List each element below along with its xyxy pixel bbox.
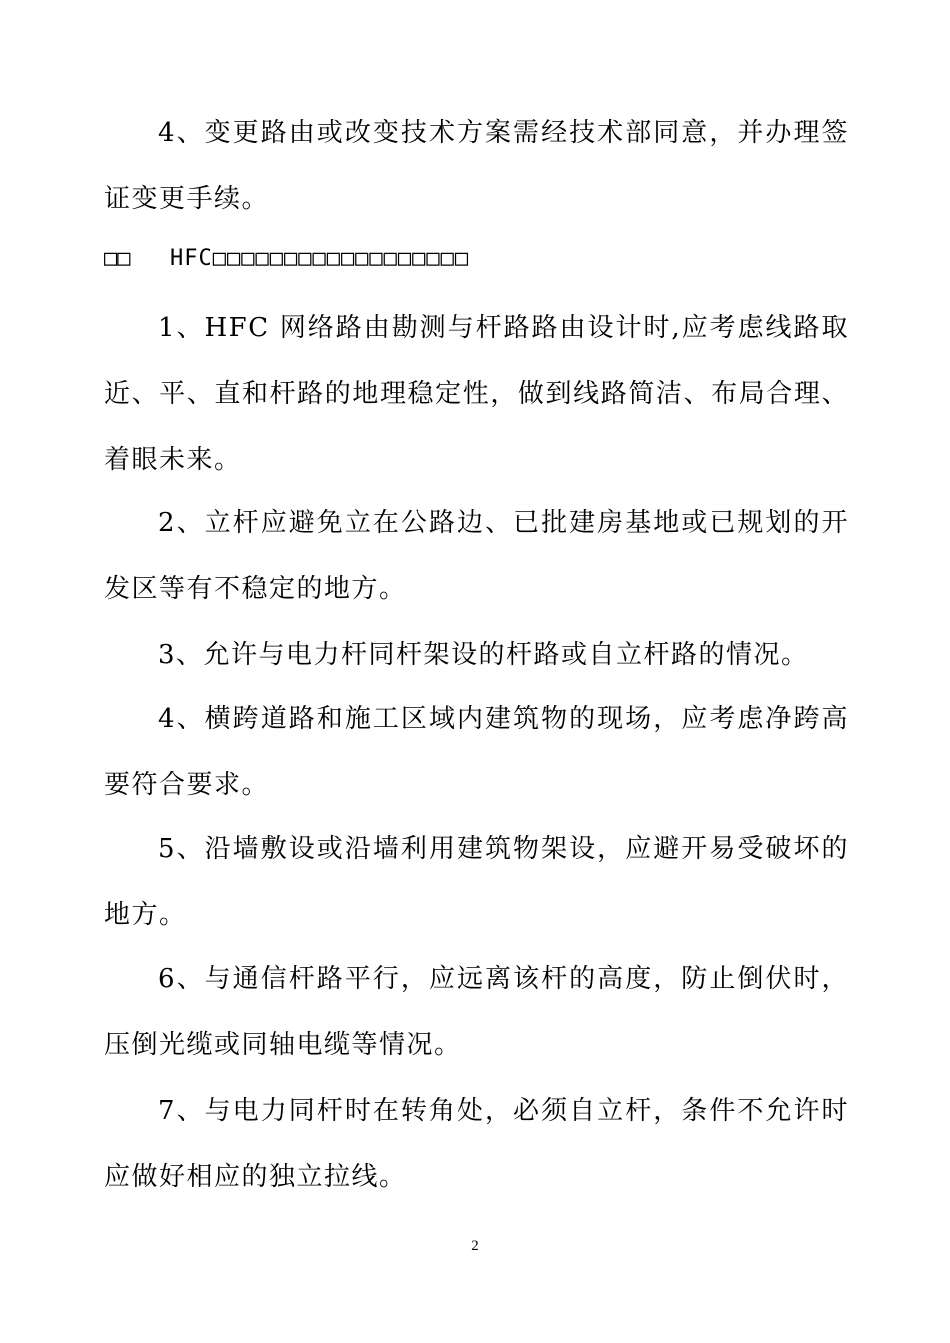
page-number: 2: [471, 1238, 479, 1254]
section-heading-number: □□: [104, 246, 131, 271]
list-item-4: 4、横跨道路和施工区域内建筑物的现场，应考虑净跨高要符合要求。: [104, 704, 849, 800]
list-item-5: 5、沿墙敷设或沿墙利用建筑物架设，应避开易受破坏的地方。: [104, 834, 849, 930]
list-item-6: 6、与通信杆路平行，应远离该杆的高度，防止倒伏时，压倒光缆或同轴电缆等情况。: [104, 964, 849, 1060]
list-item-2: 2、立杆应避免立在公路边、已批建房基地或已规划的开发区等有不稳定的地方。: [104, 508, 849, 604]
section-heading-text: HFC□□□□□□□□□□□□□□□□□□: [170, 246, 470, 271]
list-item-1: 1、HFC 网络路由勘测与杆路路由设计时,应考虑线路取近、平、直和杆路的地理稳定性，做到线路简洁、布局合理、着眼未来。: [104, 313, 849, 475]
list-item-3: 3、允许与电力杆同杆架设的杆路或自立杆路的情况。: [158, 640, 809, 670]
section-heading: [104, 242, 469, 276]
list-item-7: 7、与电力同杆时在转角处，必须自立杆，条件不允许时应做好相应的独立拉线。: [104, 1096, 849, 1192]
paragraph-change-route: 4、变更路由或改变技术方案需经技术部同意，并办理签证变更手续。: [104, 118, 849, 214]
